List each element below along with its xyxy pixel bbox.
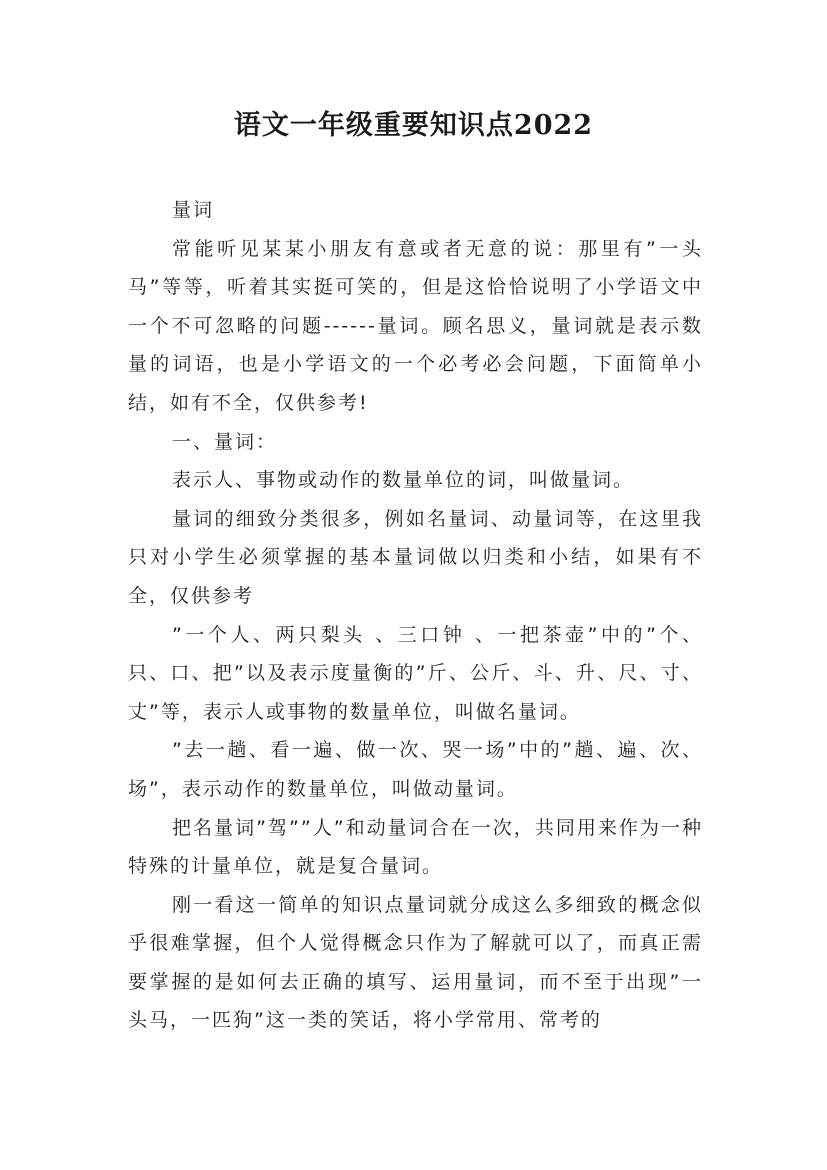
document-body: [128, 191, 703, 1040]
paragraph-intro: 常能听见某某小朋友有意或者无意的说：那里有”一头马”等等，听着其实挺可笑的，但是这恰恰说明了小学语文中一个不可忽略的问题------量词。顾名思义，量词就是表示数量的词语，也是小学语文的一个必考必会问题，下面简单小结，如有不全，仅供参考!: [128, 237, 703, 414]
paragraph-definition: 表示人、事物或动作的数量单位的词，叫做量词。: [172, 469, 635, 492]
paragraph-verb-measure-words: ”去一趟、看一遍、做一次、哭一场”中的”趟、遍、次、场”，表示动作的数量单位，叫做动量词。: [128, 739, 703, 800]
document-title: 语文一年级重要知识点2022: [233, 110, 594, 141]
paragraph-compound-measure-words: 把名量词”驾””人”和动量词合在一次，共同用来作为一种特殊的计量单位，就是复合量词。: [128, 816, 703, 878]
paragraph-classification: 量词的细致分类很多，例如名量词、动量词等，在这里我只对小学生必须掌握的基本量词做以归类和小结，如果有不全，仅供参考: [128, 507, 703, 607]
paragraph-usage: 刚一看这一简单的知识点量词就分成这么多细致的概念似乎很难掌握，但个人觉得概念只作为了解就可以了，而真正需要掌握的是如何去正确的填写、运用量词，而不至于出现”一头马，一匹狗”这一类的笑话，将小学常用、常考的: [128, 893, 703, 1032]
section-heading-measure-words: 量词: [172, 199, 215, 221]
section-heading-one: 一、量词：: [172, 430, 278, 453]
paragraph-noun-measure-words: ”一个人、两只梨头 、三口钟 、一把茶壶”中的”个、只、口、把”以及表示度量衡的”斤、公斤、斗、升、尺、寸、丈”等，表示人或事物的数量单位，叫做名量词。: [128, 623, 703, 723]
